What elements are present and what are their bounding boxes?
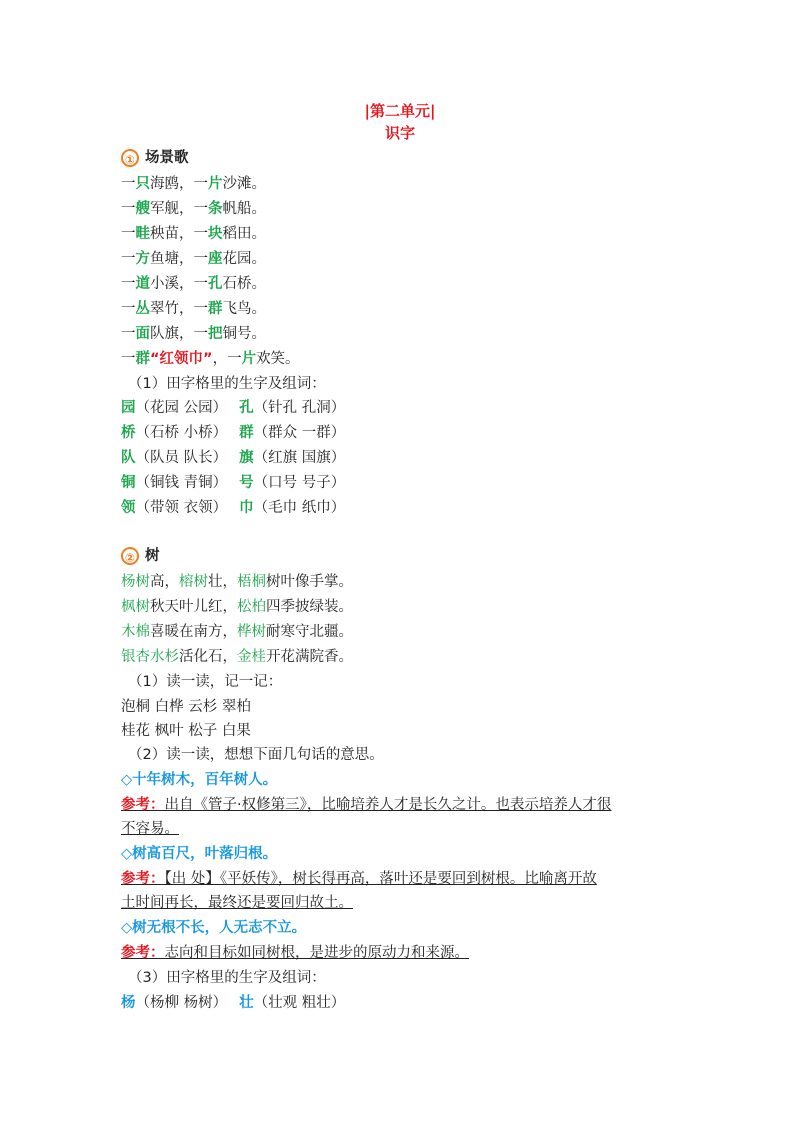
poem-line: 一丛翠竹，一群飞鸟。 [121, 301, 266, 317]
poem-line: 一群“红领巾”，一片欢笑。 [121, 351, 300, 367]
subheading: （1）田字格里的生字及组词： [128, 376, 326, 392]
poem-line: 银杏水杉活化石，金桂开花满院香。 [121, 649, 353, 665]
saying: ◇树无根不长，人无志不立。 [121, 920, 307, 936]
poem-line: 一道小溪，一孔石桥。 [121, 276, 266, 292]
word-row: 杨（杨柳 杨树） 壮（壮观 粗壮） [121, 995, 346, 1011]
section-number-badge: ② [121, 547, 139, 565]
word-list: 桂花 枫叶 松子 白果 [121, 723, 251, 739]
poem-line: 一面队旗，一把铜号。 [121, 326, 266, 342]
word-row: 队（队员 队长） 旗（红旗 国旗） [121, 450, 346, 466]
section-1-title: ① 场景歌 [121, 148, 189, 168]
poem-line: 枫树秋天叶儿红，松柏四季披绿装。 [121, 599, 353, 615]
poem-line: 一方鱼塘，一座花园。 [121, 251, 266, 267]
saying: ◇十年树木，百年树人。 [121, 772, 278, 788]
question-2: （2）读一读，想想下面几句话的意思。 [128, 747, 384, 763]
word-row: 园（花园 公园） 孔（针孔 孔洞） [121, 400, 346, 416]
reference-cont: 不容易。 [121, 821, 179, 837]
unit-heading: |第二单元| [364, 102, 436, 120]
poem-line: 一畦秧苗，一块稻田。 [121, 226, 266, 242]
saying: ◇树高百尺，叶落归根。 [121, 846, 278, 862]
poem-line: 一艘军舰，一条帆船。 [121, 201, 266, 217]
section-number-badge: ① [121, 149, 139, 167]
word-row: 铜（铜钱 青铜） 号（口号 号子） [121, 475, 346, 491]
question-3: （3）田字格里的生字及组词： [128, 970, 326, 986]
section-2-title: ② 树 [121, 546, 160, 566]
poem-line: 杨树高，榕树壮，梧桐树叶像手掌。 [121, 574, 353, 590]
question-1: （1）读一读，记一记： [128, 674, 283, 690]
reference-cont: 土时间再长，最终还是要回归故土。 [121, 895, 353, 911]
poem-line: 一只海鸥，一片沙滩。 [121, 176, 266, 192]
topic-heading: 识字 [384, 124, 415, 142]
reference: 参考：出自《管子·权修第三》，比喻培养人才是长久之计。也表示培养人才很 [121, 797, 612, 813]
word-row: 领（带领 衣领） 巾（毛巾 纸巾） [121, 500, 346, 516]
poem-line: 木棉喜暖在南方，桦树耐寒守北疆。 [121, 624, 353, 640]
word-row: 桥（石桥 小桥） 群（群众 一群） [121, 425, 346, 441]
reference: 参考：【出 处】《平妖传》，树长得再高，落叶还是要回到树根。比喻离开故 [121, 871, 597, 887]
word-list: 泡桐 白桦 云杉 翠柏 [121, 699, 251, 715]
reference: 参考：志向和目标如同树根，是进步的原动力和来源。 [121, 945, 469, 961]
